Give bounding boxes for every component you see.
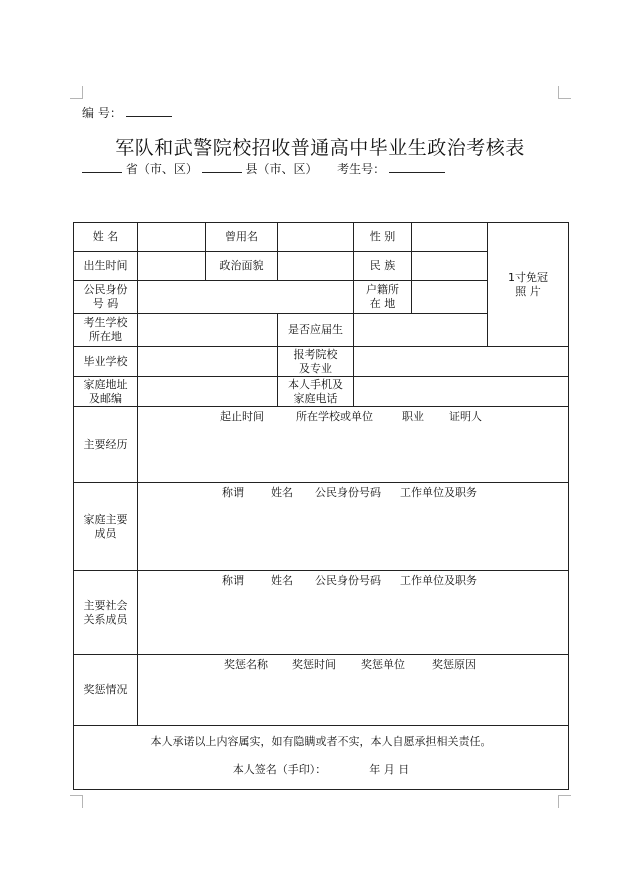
crop-mark-top-right (558, 86, 571, 99)
serial-number-blank[interactable] (126, 104, 172, 117)
awards-col-name: 奖惩名称 (224, 658, 268, 671)
experience-field[interactable] (138, 407, 569, 483)
awards-col-unit: 奖惩单位 (361, 658, 405, 671)
signature-label: 本人签名（手印）： (232, 763, 327, 776)
social-relations-label: 主要社会 关系成员 (74, 571, 138, 655)
birth-date-field[interactable] (138, 252, 206, 281)
former-name-label: 曾用名 (206, 223, 278, 252)
crop-mark-bottom-right (558, 795, 571, 808)
awards-field[interactable] (138, 655, 569, 726)
region-row (82, 160, 445, 177)
graduated-school-field[interactable] (138, 347, 278, 377)
social-col-work: 工作单位及职务 (400, 574, 477, 587)
household-label: 户籍所 在 地 (354, 281, 412, 314)
former-name-field[interactable] (278, 223, 354, 252)
school-location-label: 考生学校 所在地 (74, 314, 138, 347)
exam-number-label: 考生号： (337, 162, 386, 176)
province-label: 省（市、区） (125, 162, 198, 176)
birth-date-label: 出生时间 (74, 252, 138, 281)
form-title: 军队和武警院校招收普通高中毕业生政治考核表 (115, 137, 525, 159)
school-location-field[interactable] (138, 314, 278, 347)
experience-col-job: 职业 (402, 410, 424, 423)
family-members-field[interactable] (138, 483, 569, 571)
family-col-name: 姓名 (271, 486, 293, 499)
awards-col-reason: 奖惩原因 (432, 658, 476, 671)
photo-label-line1: 1寸免冠 (508, 270, 548, 284)
signature-date: 年 月 日 (369, 763, 410, 776)
social-relations-field[interactable] (138, 571, 569, 655)
apply-school-field[interactable] (354, 347, 569, 377)
photo-label-line2: 照 片 (515, 284, 541, 298)
county-blank[interactable] (202, 160, 242, 173)
id-number-label: 公民身份 号 码 (74, 281, 138, 314)
id-number-field[interactable] (138, 281, 354, 314)
graduated-school-label: 毕业学校 (74, 347, 138, 377)
family-members-label: 家庭主要 成员 (74, 483, 138, 571)
crop-mark-top-left (70, 86, 83, 99)
apply-school-label: 报考院校 及专业 (278, 347, 354, 377)
serial-number-row (82, 104, 172, 121)
gender-field[interactable] (412, 223, 488, 252)
pledge-cell (74, 726, 569, 790)
name-label: 姓 名 (74, 223, 138, 252)
fresh-graduate-field[interactable] (354, 314, 488, 347)
political-status-field[interactable] (278, 252, 354, 281)
phone-field[interactable] (354, 377, 569, 407)
exam-number-blank[interactable] (389, 160, 445, 173)
phone-label: 本人手机及 家庭电话 (278, 377, 354, 407)
ethnicity-label: 民 族 (354, 252, 412, 281)
province-blank[interactable] (82, 160, 122, 173)
family-col-work: 工作单位及职务 (400, 486, 477, 499)
family-col-id: 公民身份号码 (315, 486, 381, 499)
social-col-relation: 称谓 (222, 574, 244, 587)
county-label: 县（市、区） (245, 162, 318, 176)
fresh-graduate-label: 是否应届生 (278, 314, 354, 347)
experience-col-unit: 所在学校或单位 (296, 410, 373, 423)
pledge-text: 本人承诺以上内容属实，如有隐瞒或者不实，本人自愿承担相关责任。 (150, 735, 492, 748)
social-col-name: 姓名 (271, 574, 293, 587)
household-field[interactable] (412, 281, 488, 314)
signature-row (74, 763, 568, 777)
serial-number-label: 编 号： (82, 106, 122, 120)
experience-col-period: 起止时间 (220, 410, 264, 423)
crop-mark-bottom-left (70, 795, 83, 808)
experience-col-witness: 证明人 (449, 410, 482, 423)
home-address-field[interactable] (138, 377, 278, 407)
awards-col-time: 奖惩时间 (292, 658, 336, 671)
ethnicity-field[interactable] (412, 252, 488, 281)
gender-label: 性 别 (354, 223, 412, 252)
awards-label: 奖惩情况 (74, 655, 138, 726)
home-address-label: 家庭地址 及邮编 (74, 377, 138, 407)
photo-box[interactable] (488, 223, 569, 347)
social-col-id: 公民身份号码 (315, 574, 381, 587)
name-field[interactable] (138, 223, 206, 252)
political-status-label: 政治面貌 (206, 252, 278, 281)
family-col-relation: 称谓 (222, 486, 244, 499)
experience-label: 主要经历 (74, 407, 138, 483)
political-review-table (73, 222, 569, 790)
